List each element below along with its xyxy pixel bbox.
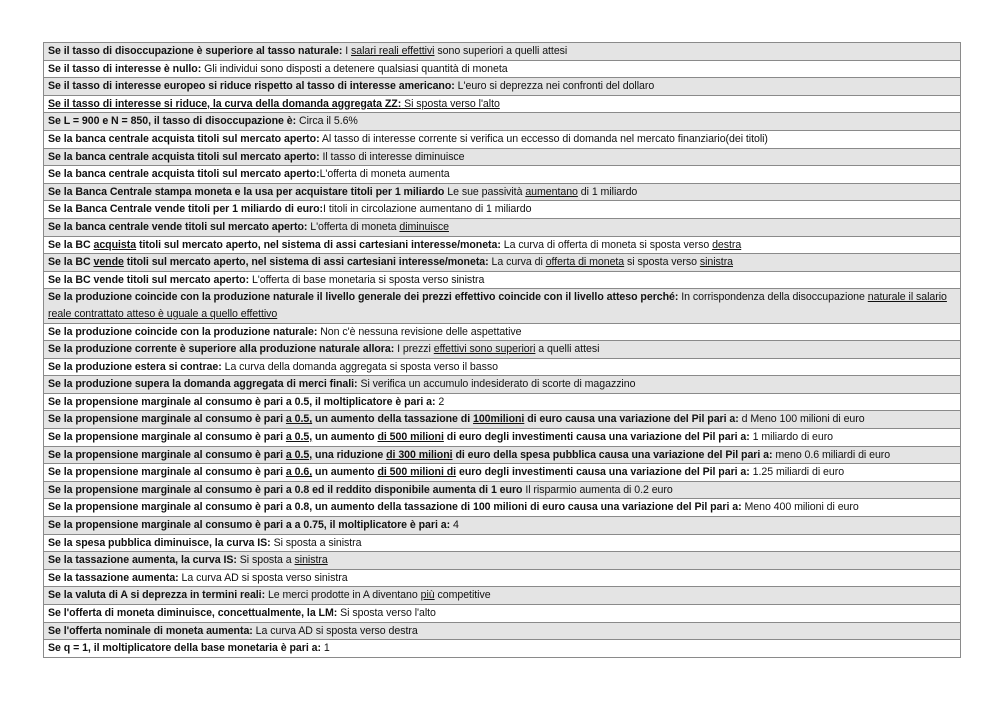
answer-text: Il risparmio aumenta di 0.2 euro	[522, 483, 673, 496]
qa-cell	[44, 464, 961, 482]
table-row	[44, 271, 961, 289]
qa-cell	[44, 605, 961, 623]
question-text: Se la valuta di A si deprezza in termini reali:	[48, 589, 266, 602]
question-text: a 0.5,	[285, 413, 313, 426]
answer-text: Circa il 5.6%	[296, 115, 358, 128]
question-text: euro degli investimenti causa una variazione del Pil pari a:	[456, 466, 750, 479]
question-text: Se la propensione marginale al consumo è pari	[48, 431, 286, 444]
answer-text: Gli individui sono disposti a detenere qualsiasi quantità di moneta	[201, 62, 508, 75]
qa-cell	[44, 569, 961, 587]
answer-text: Si verifica un accumulo indesiderato di scorte di magazzino	[357, 378, 636, 391]
answer-text: d Meno 100 milioni di euro	[738, 413, 865, 426]
answer-text: L'offerta di base monetaria si sposta verso sinistra	[249, 273, 485, 286]
question-text: Se la BC vende titoli sul mercato aperto:	[48, 273, 250, 286]
answer-text: Le merci prodotte in A diventano	[265, 589, 421, 602]
question-text: a 0.6,	[285, 466, 313, 479]
answer-text: Si sposta a	[236, 554, 295, 567]
answer-text: La curva di offerta di moneta si sposta verso	[500, 238, 713, 251]
answer-text: La curva della domanda aggregata si sposta verso il basso	[221, 360, 498, 373]
question-text: Se la BC	[48, 256, 94, 269]
question-text: di euro degli investimenti causa una variazione del Pil pari a:	[443, 431, 750, 444]
question-text: un aumento	[312, 431, 378, 444]
qa-cell	[44, 587, 961, 605]
question-text: Se la propensione marginale al consumo è pari a a 0.75, il moltiplicatore è pari a:	[48, 519, 451, 532]
table-row	[44, 411, 961, 429]
answer-text: competitive	[434, 589, 491, 602]
table-row	[44, 130, 961, 148]
question-text: Se la Banca Centrale vende titoli per 1 miliardo di euro:	[48, 203, 324, 216]
table-row	[44, 183, 961, 201]
question-text: Se la tassazione aumenta, la curva IS:	[48, 554, 237, 567]
qa-cell	[44, 148, 961, 166]
table-row	[44, 323, 961, 341]
answer-text: naturale il salario reale contrattato atteso è uguale a quello effettivo	[48, 291, 947, 320]
table-row	[44, 429, 961, 447]
answer-text: Al tasso di interesse corrente si verifica un eccesso di domanda nel mercato finanziario(dei titoli)	[319, 132, 768, 145]
question-text: Se la propensione marginale al consumo è pari	[48, 448, 286, 461]
table-row	[44, 166, 961, 184]
answer-text: offerta di moneta	[545, 256, 625, 269]
question-text: Se la banca centrale vende titoli sul mercato aperto:	[48, 220, 308, 233]
table-row	[44, 113, 961, 131]
qa-cell	[44, 271, 961, 289]
qa-cell	[44, 640, 961, 658]
answer-text: di 1 miliardo	[577, 185, 638, 198]
answer-text: Si sposta a sinistra	[270, 536, 362, 549]
qa-cell	[44, 183, 961, 201]
answer-text: Si sposta verso l'alto	[401, 97, 500, 110]
table-row	[44, 393, 961, 411]
answer-text: In corrispondenza della disoccupazione	[678, 291, 868, 304]
answer-text: Si sposta verso l'alto	[337, 607, 436, 619]
question-text: Se la produzione supera la domanda aggregata di merci finali:	[48, 378, 358, 391]
qa-cell	[44, 166, 961, 184]
answer-text: Le sue passività	[444, 185, 526, 198]
question-text: Se la spesa pubblica diminuisce, la curva IS:	[48, 536, 271, 549]
answer-text: I titoli in circolazione aumentano di 1 miliardo	[323, 203, 532, 216]
qa-cell	[44, 534, 961, 552]
answer-text: diminuisce	[399, 220, 449, 233]
question-text: Se la produzione corrente è superiore alla produzione naturale allora:	[48, 343, 395, 356]
table-row	[44, 78, 961, 96]
answer-text: si sposta verso	[624, 256, 700, 269]
question-text: una riduzione	[312, 448, 387, 461]
answer-text: La curva AD si sposta verso destra	[252, 624, 418, 637]
answer-text: I prezzi	[394, 343, 434, 356]
table-row	[44, 464, 961, 482]
question-text: un aumento della tassazione di	[312, 413, 473, 426]
qa-table-body	[44, 43, 961, 658]
question-text: Se la tassazione aumenta:	[48, 571, 179, 584]
question-text: Se la banca centrale acquista titoli sul mercato aperto:	[48, 150, 320, 163]
answer-text: effettivi sono superiori	[433, 343, 536, 356]
answer-text: 1 miliardo di euro	[749, 431, 834, 444]
qa-cell	[44, 95, 961, 113]
qa-table	[43, 42, 961, 658]
question-text: Se la banca centrale acquista titoli sul mercato aperto:	[48, 168, 320, 181]
answer-text: Meno 400 milioni di euro	[741, 501, 859, 514]
table-row	[44, 569, 961, 587]
question-text: Se la propensione marginale al consumo è pari	[48, 466, 286, 479]
answer-text: più	[420, 589, 435, 602]
question-text: Se la produzione estera si contrae:	[48, 360, 222, 373]
question-text: Se il tasso di interesse europeo si riduce rispetto al tasso di interesse americano:	[48, 80, 455, 93]
answer-text: 4	[450, 519, 459, 532]
table-row	[44, 517, 961, 535]
question-text: Se l'offerta di moneta diminuisce, concettualmente, la LM:	[48, 607, 338, 619]
answer-text: I	[342, 45, 351, 57]
answer-text: a quelli attesi	[535, 343, 600, 356]
table-row	[44, 499, 961, 517]
table-row	[44, 552, 961, 570]
qa-cell	[44, 341, 961, 359]
question-text: di euro causa una variazione del Pil pari a:	[524, 413, 739, 426]
table-row	[44, 358, 961, 376]
answer-text: salari reali effettivi	[351, 45, 435, 57]
question-text: di 500 milioni	[377, 431, 444, 444]
answer-text: L'offerta di moneta aumenta	[319, 168, 450, 181]
answer-text: La curva di	[488, 256, 546, 269]
table-row	[44, 218, 961, 236]
table-row	[44, 43, 961, 61]
answer-text: La curva AD si sposta verso sinistra	[178, 571, 348, 584]
table-row	[44, 587, 961, 605]
qa-cell	[44, 376, 961, 394]
table-row	[44, 341, 961, 359]
question-text: Se l'offerta nominale di moneta aumenta:	[48, 624, 253, 637]
question-text: vende	[93, 256, 124, 269]
question-text: a 0.5,	[285, 431, 313, 444]
qa-cell	[44, 113, 961, 131]
table-row	[44, 481, 961, 499]
qa-cell	[44, 60, 961, 78]
table-row	[44, 236, 961, 254]
answer-text: 2	[435, 395, 445, 408]
qa-cell	[44, 289, 961, 323]
question-text: Se la propensione marginale al consumo è pari	[48, 413, 286, 426]
answer-text: aumentano	[525, 185, 578, 198]
table-row	[44, 289, 961, 323]
qa-cell	[44, 517, 961, 535]
qa-cell	[44, 78, 961, 96]
question-text: Se la propensione marginale al consumo è pari a 0.8, un aumento della tassazione di 100 milioni di euro causa una variazione del Pil pari a:	[48, 501, 742, 514]
answer-text: sinistra	[699, 256, 734, 269]
qa-cell	[44, 622, 961, 640]
question-text: Se la produzione coincide con la produzione naturale:	[48, 325, 318, 338]
answer-text: destra	[712, 238, 742, 251]
question-text: un aumento	[312, 466, 378, 479]
qa-cell	[44, 429, 961, 447]
question-text: Se L = 900 e N = 850, il tasso di disoccupazione è:	[48, 115, 297, 128]
table-row	[44, 148, 961, 166]
qa-cell	[44, 499, 961, 517]
qa-cell	[44, 43, 961, 61]
question-text: Se la banca centrale acquista titoli sul mercato aperto:	[48, 132, 320, 145]
answer-text: L'euro si deprezza nei confronti del dollaro	[454, 80, 655, 93]
qa-cell	[44, 218, 961, 236]
table-row	[44, 640, 961, 658]
table-row	[44, 605, 961, 623]
question-text: acquista	[93, 238, 137, 251]
answer-text: 1	[320, 642, 330, 655]
table-row	[44, 60, 961, 78]
answer-text: Non c'è nessuna revisione delle aspettative	[317, 325, 522, 338]
qa-cell	[44, 481, 961, 499]
table-row	[44, 95, 961, 113]
qa-cell	[44, 323, 961, 341]
qa-cell	[44, 201, 961, 219]
qa-cell	[44, 446, 961, 464]
question-text: Se la BC	[48, 238, 94, 251]
question-text: di 500 milioni di	[377, 466, 457, 479]
answer-text: 1.25 miliardi di euro	[749, 466, 845, 479]
question-text: Se la produzione coincide con la produzione naturale il livello generale dei prezzi effettivo coincide con il livello atteso perché:	[48, 291, 679, 304]
answer-text: Il tasso di interesse diminuisce	[319, 150, 465, 163]
question-text: titoli sul mercato aperto, nel sistema di assi cartesiani interesse/moneta:	[136, 238, 501, 251]
qa-cell	[44, 552, 961, 570]
question-text: Se la propensione marginale al consumo è pari a 0.5, il moltiplicatore è pari a:	[48, 395, 436, 408]
answer-text: sono superiori a quelli attesi	[434, 45, 568, 57]
question-text: Se il tasso di disoccupazione è superiore al tasso naturale:	[48, 45, 343, 57]
qa-cell	[44, 254, 961, 272]
qa-cell	[44, 411, 961, 429]
question-text: di euro della spesa pubblica causa una variazione del Pil pari a:	[452, 448, 773, 461]
table-row	[44, 446, 961, 464]
answer-text: meno 0.6 miliardi di euro	[772, 448, 891, 461]
question-text: Se il tasso di interesse si riduce, la curva della domanda aggregata ZZ:	[48, 97, 402, 110]
answer-text: sinistra	[294, 554, 328, 567]
table-row	[44, 254, 961, 272]
answer-text: L'offerta di moneta	[307, 220, 400, 233]
question-text: a 0.5,	[285, 448, 313, 461]
qa-cell	[44, 236, 961, 254]
question-text: Se il tasso di interesse è nullo:	[48, 62, 202, 75]
question-text: Se la propensione marginale al consumo è pari a 0.8 ed il reddito disponibile aumenta di 1 euro	[48, 483, 523, 496]
qa-cell	[44, 358, 961, 376]
table-row	[44, 201, 961, 219]
table-row	[44, 376, 961, 394]
question-text: titoli sul mercato aperto, nel sistema di assi cartesiani interesse/moneta:	[123, 256, 489, 269]
qa-cell	[44, 130, 961, 148]
table-row	[44, 622, 961, 640]
question-text: 100milioni	[473, 413, 525, 426]
qa-cell	[44, 393, 961, 411]
table-row	[44, 534, 961, 552]
question-text: Se q = 1, il moltiplicatore della base monetaria è pari a:	[48, 642, 321, 655]
question-text: di 300 milioni	[386, 448, 453, 461]
question-text: Se la Banca Centrale stampa moneta e la usa per acquistare titoli per 1 miliardo	[48, 185, 445, 198]
